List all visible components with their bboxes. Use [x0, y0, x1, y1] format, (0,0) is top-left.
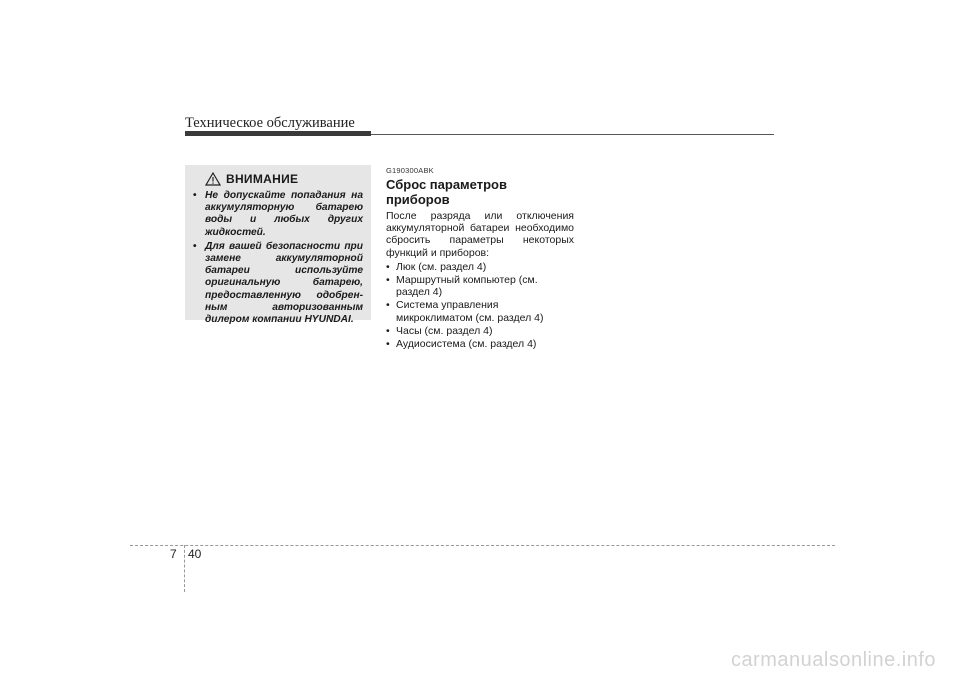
- header-rule: [371, 134, 774, 135]
- warning-item: • Не допускайте попадания на аккумуляторную батарею воды и любых других жидкостей.: [193, 190, 363, 239]
- section-title: Сброс параметров приборов: [386, 177, 507, 207]
- page-header-title: Техническое обслуживание: [185, 115, 355, 131]
- page-number: 40: [188, 547, 202, 561]
- reset-items-list: [386, 261, 574, 350]
- watermark: carmanualsonline.info: [730, 649, 936, 671]
- list-item: • Система управления микроклиматом (см. раздел 4): [386, 299, 574, 323]
- chapter-number: 7: [170, 547, 177, 561]
- warning-list: [193, 190, 363, 326]
- footer-vertical-rule: [184, 545, 185, 592]
- warning-title: ВНИМАНИЕ: [226, 172, 299, 186]
- list-item: • Часы (см. раздел 4): [386, 325, 574, 337]
- section-content: [386, 166, 574, 351]
- list-item: • Аудиосистема (см. раздел 4): [386, 338, 574, 350]
- warning-box: [185, 165, 371, 326]
- warning-triangle-icon: [205, 172, 221, 186]
- header-bar: [185, 131, 371, 136]
- list-item: • Люк (см. раздел 4): [386, 261, 574, 273]
- warning-header: [205, 172, 363, 186]
- footer-dashed-rule: [130, 545, 835, 546]
- section-intro: После разряда или отключения аккумуляторной батареи необходимо сбросить параметры некоторых функций и приборов:: [386, 210, 574, 259]
- list-item: • Маршрутный компьютер (см. раздел 4): [386, 274, 574, 298]
- section-code: G190300ABK: [386, 166, 434, 175]
- warning-item: • Для вашей безопасности при замене аккумуляторной батареи используйте оригинальную батарею, предоставленную одобрен-ным авторизованным дилером компании HYUNDAI.: [193, 241, 363, 326]
